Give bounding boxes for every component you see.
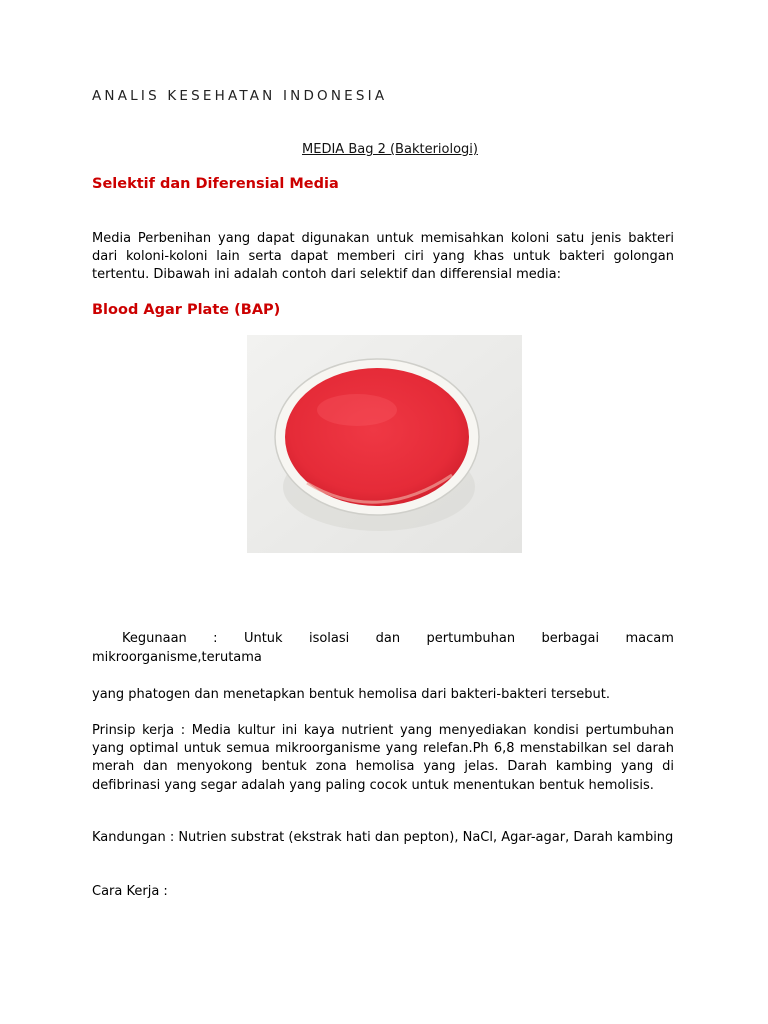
phatogen-paragraph: yang phatogen dan menetapkan bentuk hemolisa dari bakteri-bakteri tersebut. [92,687,610,702]
kegunaan-word-7: berbagai [541,631,600,646]
document-subtitle-text: MEDIA Bag 2 (Bakteriologi) [302,142,478,157]
heading-blood-agar-plate: Blood Agar Plate (BAP) [92,302,281,318]
intro-paragraph: Media Perbenihan yang dapat digunakan untuk memisahkan koloni satu jenis bakteri dari koloni-koloni lain serta dapat memberi ciri yang khas untuk bakteri golongan tertentu. Dibawah ini adalah contoh dari selektif dan differensial media: [92,231,674,283]
document-subtitle [0,142,768,157]
kegunaan-word-3: Untuk [243,631,283,646]
kegunaan-word-6: pertumbuhan [426,631,516,646]
kegunaan-line [92,631,674,646]
blood-agar-plate-photo [247,335,522,553]
kegunaan-word-1: Kegunaan [122,631,187,646]
kegunaan-continuation: mikroorganisme,terutama [92,650,262,665]
kegunaan-word-2: : [213,631,218,646]
kegunaan-word-4: isolasi [308,631,350,646]
cara-kerja-label: Cara Kerja : [92,884,168,899]
petri-dish-image [247,335,522,553]
heading-selektif: Selektif dan Diferensial Media [92,176,339,192]
site-title: ANALIS KESEHATAN INDONESIA [92,88,388,104]
kegunaan-word-8: macam [625,631,674,646]
kegunaan-word-5: dan [375,631,401,646]
kandungan-paragraph: Kandungan : Nutrien substrat (ekstrak hati dan pepton), NaCl, Agar-agar, Darah kambing [92,830,674,845]
prinsip-kerja-paragraph: Prinsip kerja : Media kultur ini kaya nutrient yang menyediakan kondisi pertumbuhan yang optimal untuk semua mikroorganisme yang relefan.Ph 6,8 menstabilkan sel darah merah dan menyokong bentuk zona hemolisa yang jelas. Darah kambing yang di defibrinasi yang segar adalah yang paling cocok untuk menentukan bentuk hemolisis. [92,723,674,793]
